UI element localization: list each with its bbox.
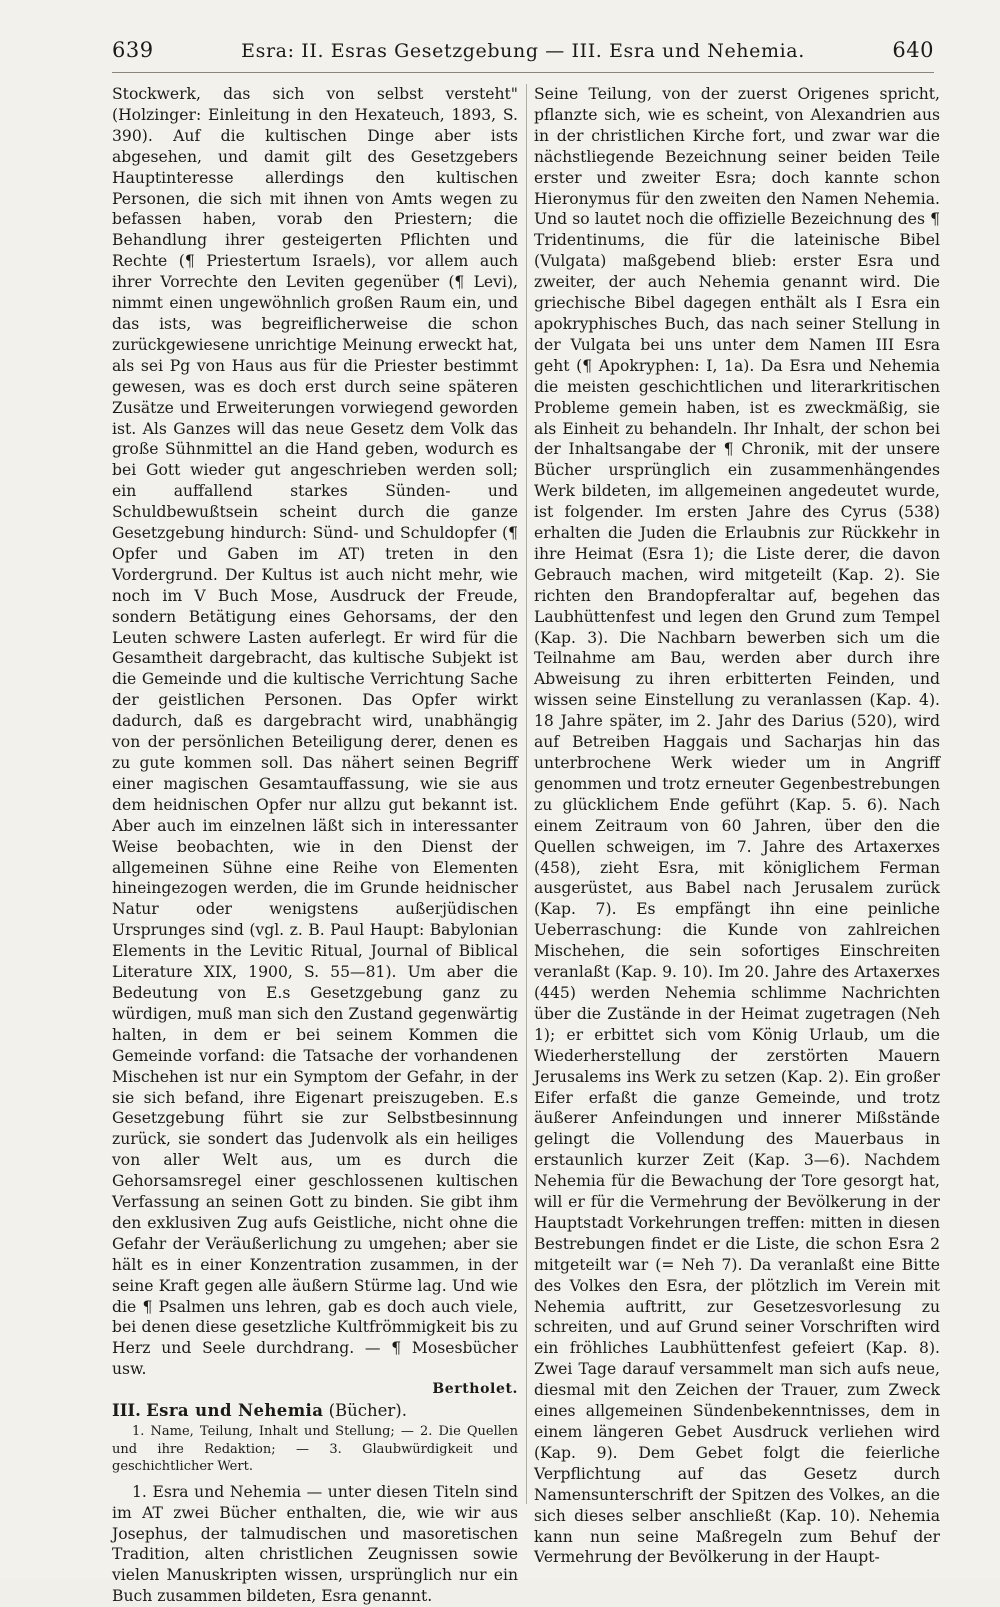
section-numeral: III. (112, 1401, 141, 1421)
author-signature: Bertholet. (432, 1381, 518, 1398)
header-rule (112, 72, 934, 73)
running-title: Esra: II. Esras Gesetzgebung — III. Esra und Nehemia. (241, 40, 805, 62)
section-title: Esra und Nehemia (146, 1401, 324, 1421)
body-paragraph: Seine Teilung, von der zuerst Origenes spricht, pflanzte sich, wie es scheint, von Alexandrien aus in der christlichen Kirche fort, und zwar war die nächstliegende Bezeichnung seiner beiden Teile erster und zweiter Esra; doch kannte schon Hieronymus für den zweiten den Namen Nehemia. Und so lautet noch die offizielle Bezeichnung des ¶ Tridentinums, die für die lateinische Bibel (Vulgata) maßgebend blieb: erster Esra und zweiter, der auch Nehemia genannt wird. Die griechische Bibel dagegen enthält als I Esra ein apokryphisches Buch, das nach seiner Stellung in der Vulgata bei uns unter dem Namen III Esra geht (¶ Apokryphen: I, 1a). Da Esra und Nehemia die meisten geschichtlichen und literarkritischen Probleme gemein haben, ist es zweckmäßig, sie als Einheit zu behandeln. Ihr Inhalt, der schon bei der Inhaltsangabe der ¶ Chronik, mit der unsere Bücher ursprünglich ein zusammenhängendes Werk bildeten, im allgemeinen angedeutet wurde, ist folgender. Im ersten Jahre des Cyrus (538) erhalten die Juden die Erlaubnis zur Rückkehr in ihre Heimat (Esra 1); die Liste derer, die davon Gebrauch machen, wird mitgeteilt (Kap. 2). Sie richten den Brandopferaltar auf, begehen das Laubhüttenfest und legen den Grund zum Tempel (Kap. 3). Die Nachbarn bewerben sich um die Teilnahme am Bau, werden aber durch ihre Abweisung zu ihren erbitterten Feinden, und wissen seine Einstellung zu veranlassen (Kap. 4). 18 Jahre später, im 2. Jahr des Darius (520), wird auf Betreiben Haggais und Sacharjas hin das unterbrochene Werk wieder um in Angriff genommen und trotz erneuter Gegenbestrebungen zu glücklichem Ende geführt (Kap. 5. 6). Nach einem Zeitraum von 60 Jahren, über den die Quellen schweigen, im 7. Jahre des Artaxerxes (458), zieht Esra, mit königlichem Ferman ausgerüstet, aus Babel nach Jerusalem zurück (Kap. 7). Es empfängt ihn eine peinliche Ueberraschung: die Kunde von zahlreichen Mischehen, die sein sofortiges Einschreiten veranlaßt (Kap. 9. 10). Im 20. Jahre des Artaxerxes (445) werden Nehemia schlimme Nachrichten über die Zustände in der Heimat zugetragen (Neh 1); er erbittet sich vom König Urlaub, um die Wiederherstellung der zerstörten Mauern Jerusalems ins Werk zu setzen (Kap. 2). Ein großer Eifer erfaßt die ganze Gemeinde, und trotz äußerer Anfeindungen und innerer Mißstände gelingt die Vollendung des Mauerbaus in erstaunlich kurzer Zeit (Kap. 3—6). Nachdem Nehemia für die Bewachung der Tore gesorgt hat, will er für die Vermehrung der Bevölkerung in der Hauptstadt Vorkehrungen treffen: mitten in diesen Bestrebungen findet er die Liste, die schon Esra 2 mitgeteilt war (= Neh 7). Da veranlaßt eine Bitte des Volkes den Esra, der plötzlich im Verein mit Nehemia auftritt, zur Gesetzesvorlesung zu schreiten, und auf Grund seiner Vorschriften wird ein fröhliches Laubhüttenfest gefeiert (Kap. 8). Zwei Tage darauf versammelt man sich aufs neue, diesmal mit den Zeichen der Trauer, zum Zweck eines allgemeinen Sündenbekenntnisses, dem in einem längeren Gebet Ausdruck verliehen wird (Kap. 9). Dem Gebet folgt die feierliche Verpflichtung auf das Gesetz durch Namensunterschrift der Spitzen des Volkes, an die sich dieses selber anschließt (Kap. 10). Nehemia kann nun seine Maßregeln zum Behuf der Vermehrung der Bevölkerung in der Haupt- (534, 85, 940, 1567)
section-heading (112, 1400, 518, 1421)
running-header (112, 38, 934, 68)
section-title-suffix: (Bücher). (328, 1401, 407, 1421)
section-outline: 1. Name, Teilung, Inhalt und Stellung; — 2. Die Quellen und ihre Redaktion; — 3. Glaubwürdigkeit und geschichtlicher Wert. (112, 1424, 518, 1475)
column-divider (526, 84, 527, 1504)
left-column (112, 84, 518, 1607)
page-number-right: 640 (892, 38, 934, 62)
body-paragraph: Stockwerk, das sich von selbst versteht" (Holzinger: Einleitung in den Hexateuch, 1893, S. 390). Auf die kultischen Dinge aber ists abgesehen, und damit gilt des Gesetzgebers Hauptinteresse allerdings den kultischen Personen, die sich mit ihnen von Amts wegen zu befassen haben, vorab den Priestern; die Behandlung ihrer gesteigerten Pflichten und Rechte (¶ Priestertum Israels), vor allem auch ihrer Vorrechte den Leviten gegenüber (¶ Levi), nimmt einen ungewöhnlich großen Raum ein, und das ists, was begreiflicherweise die schon zurückgewiesene unrichtige Meinung erweckt hat, als sei Pg von Haus aus für die Priester bestimmt gewesen, was es doch erst durch seine späteren Zusätze und Erweiterungen vorwiegend geworden ist. Als Ganzes will das neue Gesetz dem Volk das große Sühnmittel an die Hand geben, wodurch es bei Gott wieder gut angeschrieben werden soll; ein auffallend starkes Sünden- und Schuldbewußtsein scheint durch die ganze Gesetzgebung hindurch: Sünd- und Schuldopfer (¶ Opfer und Gaben im AT) treten in den Vordergrund. Der Kultus ist auch nicht mehr, wie noch im V Buch Mose, Ausdruck der Freude, sondern Betätigung eines Gehorsams, der den Leuten schwere Lasten auferlegt. Er wird für die Gesamtheit dargebracht, das kultische Subjekt ist die Gemeinde und die kultische Verrichtung Sache der geistlichen Personen. Das Opfer wirkt dadurch, daß es dargebracht wird, unabhängig von der persönlichen Beteiligung derer, denen es zu gute kommen soll. Das nähert seinen Begriff einer magischen Gesamtauffassung, wie sie aus dem heidnischen Opfer nur allzu gut bekannt ist. Aber auch im einzelnen läßt sich in interessanter Weise beobachten, wie in den Dienst der allgemeinen Sühne eine Reihe von Elementen hineingezogen werden, die im Grunde heidnischer Natur oder wenigstens außerjüdischen Ursprunges sind (vgl. z. B. Paul Haupt: Babylonian Elements in the Levitic Ritual, Journal of Biblical Literature XIX, 1900, S. 55—81). Um aber die Bedeutung von E.s Gesetzgebung ganz zu würdigen, muß man sich den Zustand gegenwärtig halten, in dem er bei seinem Kommen die Gemeinde vorfand: die Tatsache der vorhandenen Mischehen ist nur ein Symptom der Gefahr, in der sie sich befand, ihre Eigenart preiszugeben. E.s Gesetzgebung führt sie zur Selbstbesinnung zurück, sie sondert das Judenvolk als ein heiliges von aller Welt aus, um es durch die Gehorsamsregel einer geschlossenen kultischen Verfassung an seinen Gott zu binden. Sie gibt ihm den exklusiven Zug aufs Geistliche, nicht ohne die Gefahr der Veräußerlichung zu umgehen; aber sie hält es in einer Konzentration zusammen, in der seine Kraft gegen alle äußern Stürme lag. Und wie die ¶ Psalmen uns lehren, gab es doch auch viele, bei denen diese gesetzliche Kultfrömmigkeit bis zu Herz und Seele durchdrang. — ¶ Mosesbücher usw. (112, 85, 518, 1379)
page-number-left: 639 (112, 38, 154, 62)
body-paragraph: 1. Esra und Nehemia — unter diesen Titeln sind im AT zwei Bücher enthalten, die, wie wir aus Josephus, der talmudischen und masoretischen Tradition, alten christlichen Zeugnissen sowie vielen Manuskripten wissen, ursprünglich nur ein Buch zusammen bildeten, Esra genannt. (112, 1482, 518, 1606)
right-column (534, 84, 940, 1568)
